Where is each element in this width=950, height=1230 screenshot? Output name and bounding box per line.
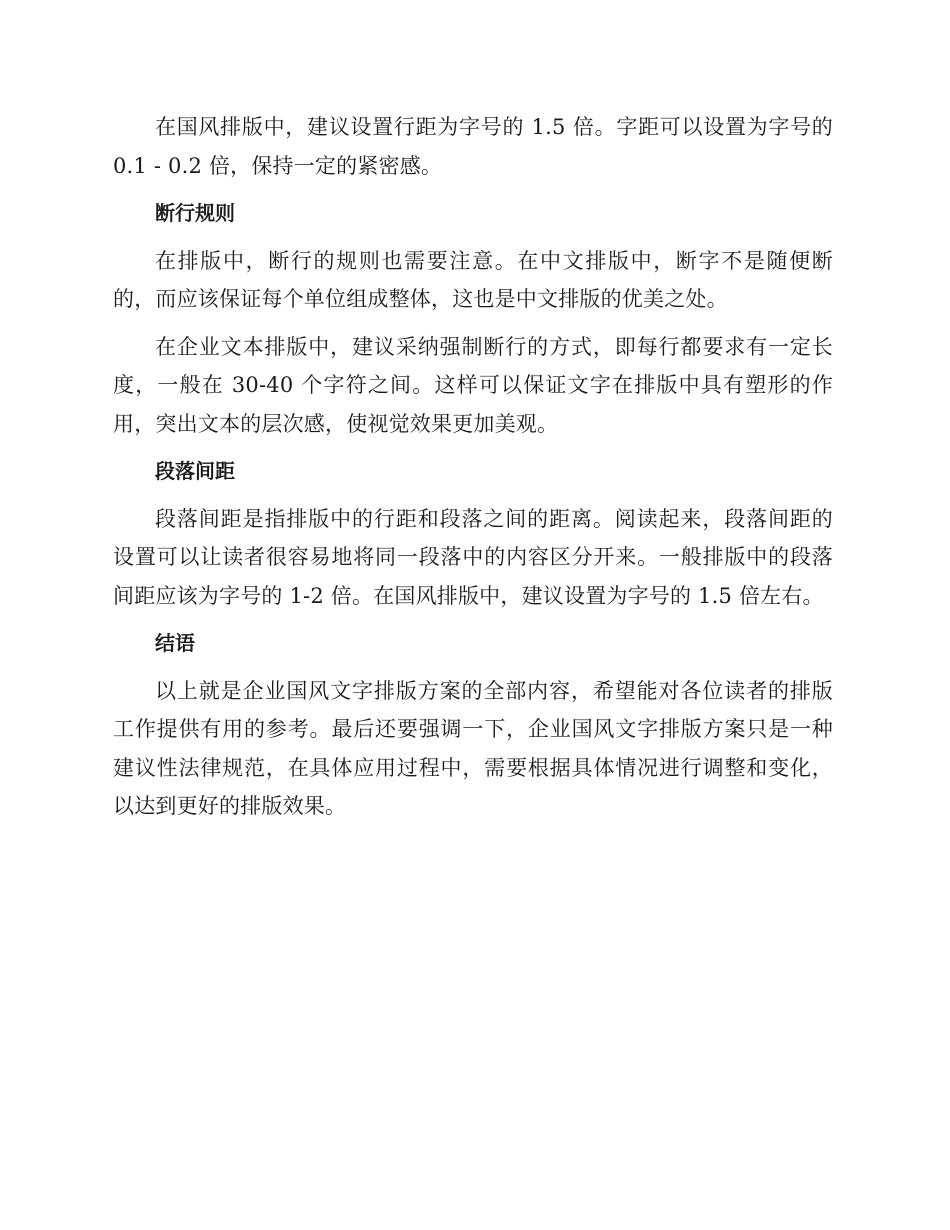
paragraph-conclusion: 以上就是企业国风文字排版方案的全部内容，希望能对各位读者的排版工作提供有用的参考。最后还要强调一下，企业国风文字排版方案只是一种建议性法律规范，在具体应用过程中，需要根据具体情况进行调整和变化，以达到更好的排版效果。 (113, 678, 833, 818)
section-heading-conclusion: 结语 (155, 631, 195, 655)
section-heading-line-break-rules: 断行规则 (155, 201, 235, 225)
paragraph-line-spacing: 在国风排版中，建议设置行距为字号的 1.5 倍。字距可以设置为字号的 0.1 - 0.2 倍，保持一定的紧密感。 (113, 115, 833, 178)
paragraph-line-break-intro: 在排版中，断行的规则也需要注意。在中文排版中，断字不是随便断的，而应该保证每个单位组成整体，这也是中文排版的优美之处。 (113, 248, 833, 311)
paragraph-forced-line-break: 在企业文本排版中，建议采纳强制断行的方式，即每行都要求有一定长度，一般在 30-40 个字符之间。这样可以保证文字在排版中具有塑形的作用，突出文本的层次感，使视觉效果更加美观。 (113, 334, 833, 436)
section-heading-paragraph-spacing: 段落间距 (155, 459, 235, 483)
paragraph-spacing-description: 段落间距是指排版中的行距和段落之间的距离。阅读起来，段落间距的设置可以让读者很容易地将同一段落中的内容区分开来。一般排版中的段落间距应该为字号的 1-2 倍。在国风排版中，建议设置为字号的 1.5 倍左右。 (113, 506, 833, 608)
document-body (113, 108, 833, 835)
